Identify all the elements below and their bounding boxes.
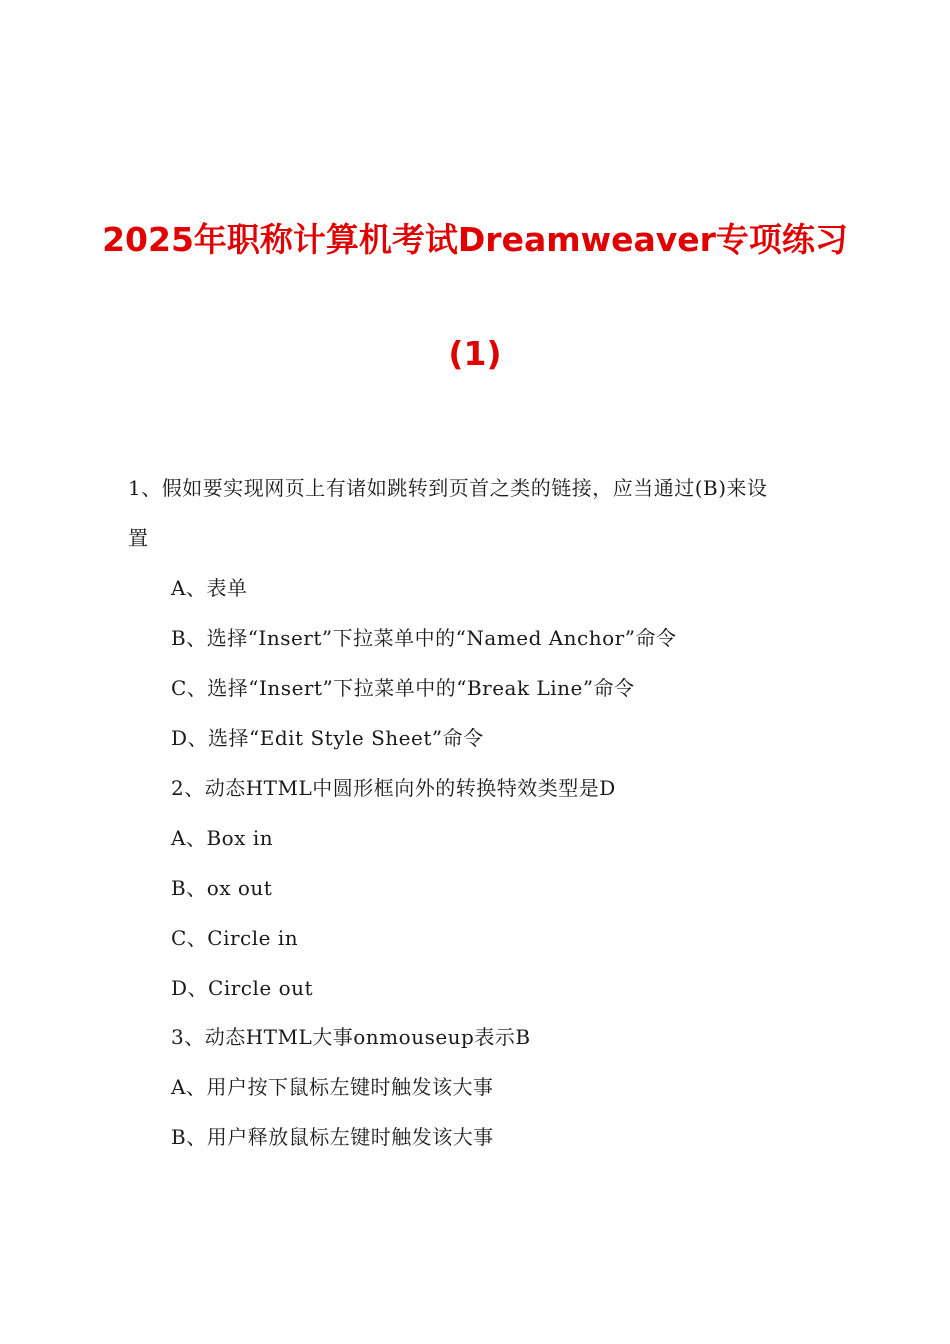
question-2-option-d: D、Circle out [171, 976, 314, 1000]
document-title: 2025年职称计算机考试Dreamweaver专项练习 [102, 220, 848, 259]
question-1-option-b: B、选择“Insert”下拉菜单中的“Named Anchor”命令 [171, 626, 677, 650]
question-2-text: 2、动态HTML中圆形框向外的转换特效类型是D [171, 776, 616, 800]
question-1-option-a: A、表单 [171, 576, 248, 600]
question-1-text: 1、假如要实现网页上有诸如跳转到页首之类的链接，应当通过(B)来设 [128, 476, 768, 500]
document-title-suffix: (1) [448, 334, 502, 373]
question-2-option-a: A、Box in [171, 826, 274, 850]
question-3-text: 3、动态HTML大事onmouseup表示B [171, 1025, 531, 1049]
question-1-text-continued: 置 [128, 526, 149, 550]
question-1-option-c: C、选择“Insert”下拉菜单中的“Break Line”命令 [171, 676, 635, 700]
question-2-option-c: C、Circle in [171, 926, 299, 950]
question-3-option-b: B、用户释放鼠标左键时触发该大事 [171, 1125, 494, 1149]
question-1-option-d: D、选择“Edit Style Sheet”命令 [171, 726, 484, 750]
question-2-option-b: B、ox out [171, 876, 273, 900]
question-3-option-a: A、用户按下鼠标左键时触发该大事 [171, 1075, 494, 1099]
